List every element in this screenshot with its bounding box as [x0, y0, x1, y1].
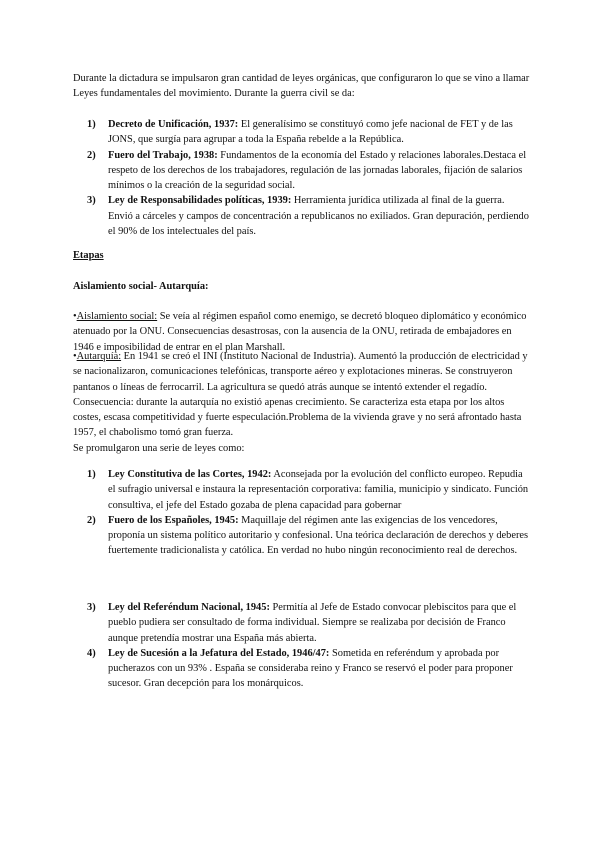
item-number: 2) [87, 514, 96, 526]
law-text: Aconsejada por la evolución del conflicto europeo. Repudia el sufragio universal e instaura la representación corporativa: familia, municipio y sindicato. Función consultiva, el jefe del Estado gozaba de plena capacidad para gobernar [108, 469, 529, 511]
autarquia-paragraph [73, 349, 530, 441]
law-text: Sometida en referéndum y aprobada por pucherazos con un 93% . España se consideraba reino y Franco se reservó el poder para proponer sucesor. Gran decepción para los monárquicos. [108, 647, 513, 690]
law-title: Ley de Sucesión a la Jefatura del Estado, 1946/47: [108, 647, 330, 659]
item-number: 2) [87, 149, 96, 161]
item-number: 1) [87, 469, 96, 480]
list-item [73, 513, 530, 559]
aislamiento-paragraph [73, 309, 530, 355]
postwar-laws-list-continued [73, 600, 530, 692]
autarquia-label: Autarquía: [76, 351, 122, 362]
autarquia-text: En 1941 se creó el INI (Instituto Nacional de Industria). Aumentó la producción de electricidad y se nacionalizaron, comunicaciones telefónicas, transporte aéreo y explotaciones mineras. Se construyeron pantanos o líneas de ferrocarril. La agricultura se quedó atrás aunque se intentó extender el regadío. Consecuencia: durante la autarquía no existió apenas crecimiento. Se caracteriza esta etapa por los altos costes, escasa competitividad y fuerte especulación.Problema de la vivienda grave y no será afrontado hasta 1957, el chabolismo tomó gran fuerza. [73, 351, 528, 439]
promulgaron-paragraph: Se promulgaron una serie de leyes como: [73, 443, 245, 454]
law-text: Herramienta jurídica utilizada al final de la guerra. Envió a cárceles y campos de concentración a republicanos no exiliados. Gran depuración, perdiendo el 90% de los intelectuales del país. [108, 195, 529, 238]
list-item [73, 117, 530, 148]
postwar-laws-list [73, 467, 530, 559]
law-text: Fundamentos de la economía del Estado y relaciones laborales.Destaca el respeto de los derechos de los trabajadores, regulación de las jornadas laborales, fijación de salarios mínimos o la creación de la seguridad social. [108, 149, 527, 192]
law-title: Fuero del Trabajo, 1938: [108, 149, 218, 161]
law-title: Ley del Referéndum Nacional, 1945: [108, 602, 270, 613]
intro-paragraph: Durante la dictadura se impulsaron gran cantidad de leyes orgánicas, que configuraron lo que se vino a llamar Leyes fundamentales del movimiento. Durante la guerra civil se da: [73, 73, 530, 100]
list-item [73, 467, 530, 513]
law-title: Fuero de los Españoles, 1945: [108, 514, 239, 526]
wartime-laws-list [73, 117, 530, 239]
law-text: El generalísimo se constituyó como jefe nacional de FET y de las JONS, que surgía para agrupar a toda la España rebelde a la República. [108, 119, 513, 146]
item-number: 4) [87, 647, 96, 659]
law-title: Decreto de Unificación, 1937: [108, 119, 239, 130]
bullet: • [73, 351, 77, 362]
item-number: 1) [87, 119, 96, 130]
list-item [73, 646, 530, 692]
law-text: Maquillaje del régimen ante las exigencias de los vencedores, proponía un sistema político autoritario y confesional. Una teórica declaración de derechos y deberes fuertemente tradicionalista y católica. En verdad no hubo ningún reconocimiento real de derechos. [108, 514, 529, 557]
law-title: Ley Constitutiva de las Cortes, 1942: [108, 469, 272, 480]
list-item [73, 148, 530, 194]
aislamiento-label: Aislamiento social: [76, 311, 158, 322]
law-text: Permitía al Jefe de Estado convocar plebiscitos para que el pueblo pudiera ser consultado de forma individual. Siempre se realizaba por decisión de Franco aunque pretendía mostrar una España más abierta. [108, 602, 517, 644]
list-item [73, 600, 530, 646]
bullet: • [73, 311, 77, 322]
list-item [73, 193, 530, 239]
aislamiento-text: Se veía al régimen español como enemigo, se decretó bloqueo diplomático y económico atenuado por la ONU. Consecuencias desastrosas, con la ausencia de la ONU, retirada de embajadores en 1946 e imposibilidad de entrar en el plan Marshall. [73, 311, 527, 353]
law-title: Ley de Responsabilidades políticas, 1939: [108, 195, 292, 207]
item-number: 3) [87, 602, 96, 613]
item-number: 3) [87, 195, 96, 207]
section-title: Aislamiento social- Autarquía: [73, 281, 209, 292]
etapas-heading: Etapas [73, 250, 104, 261]
